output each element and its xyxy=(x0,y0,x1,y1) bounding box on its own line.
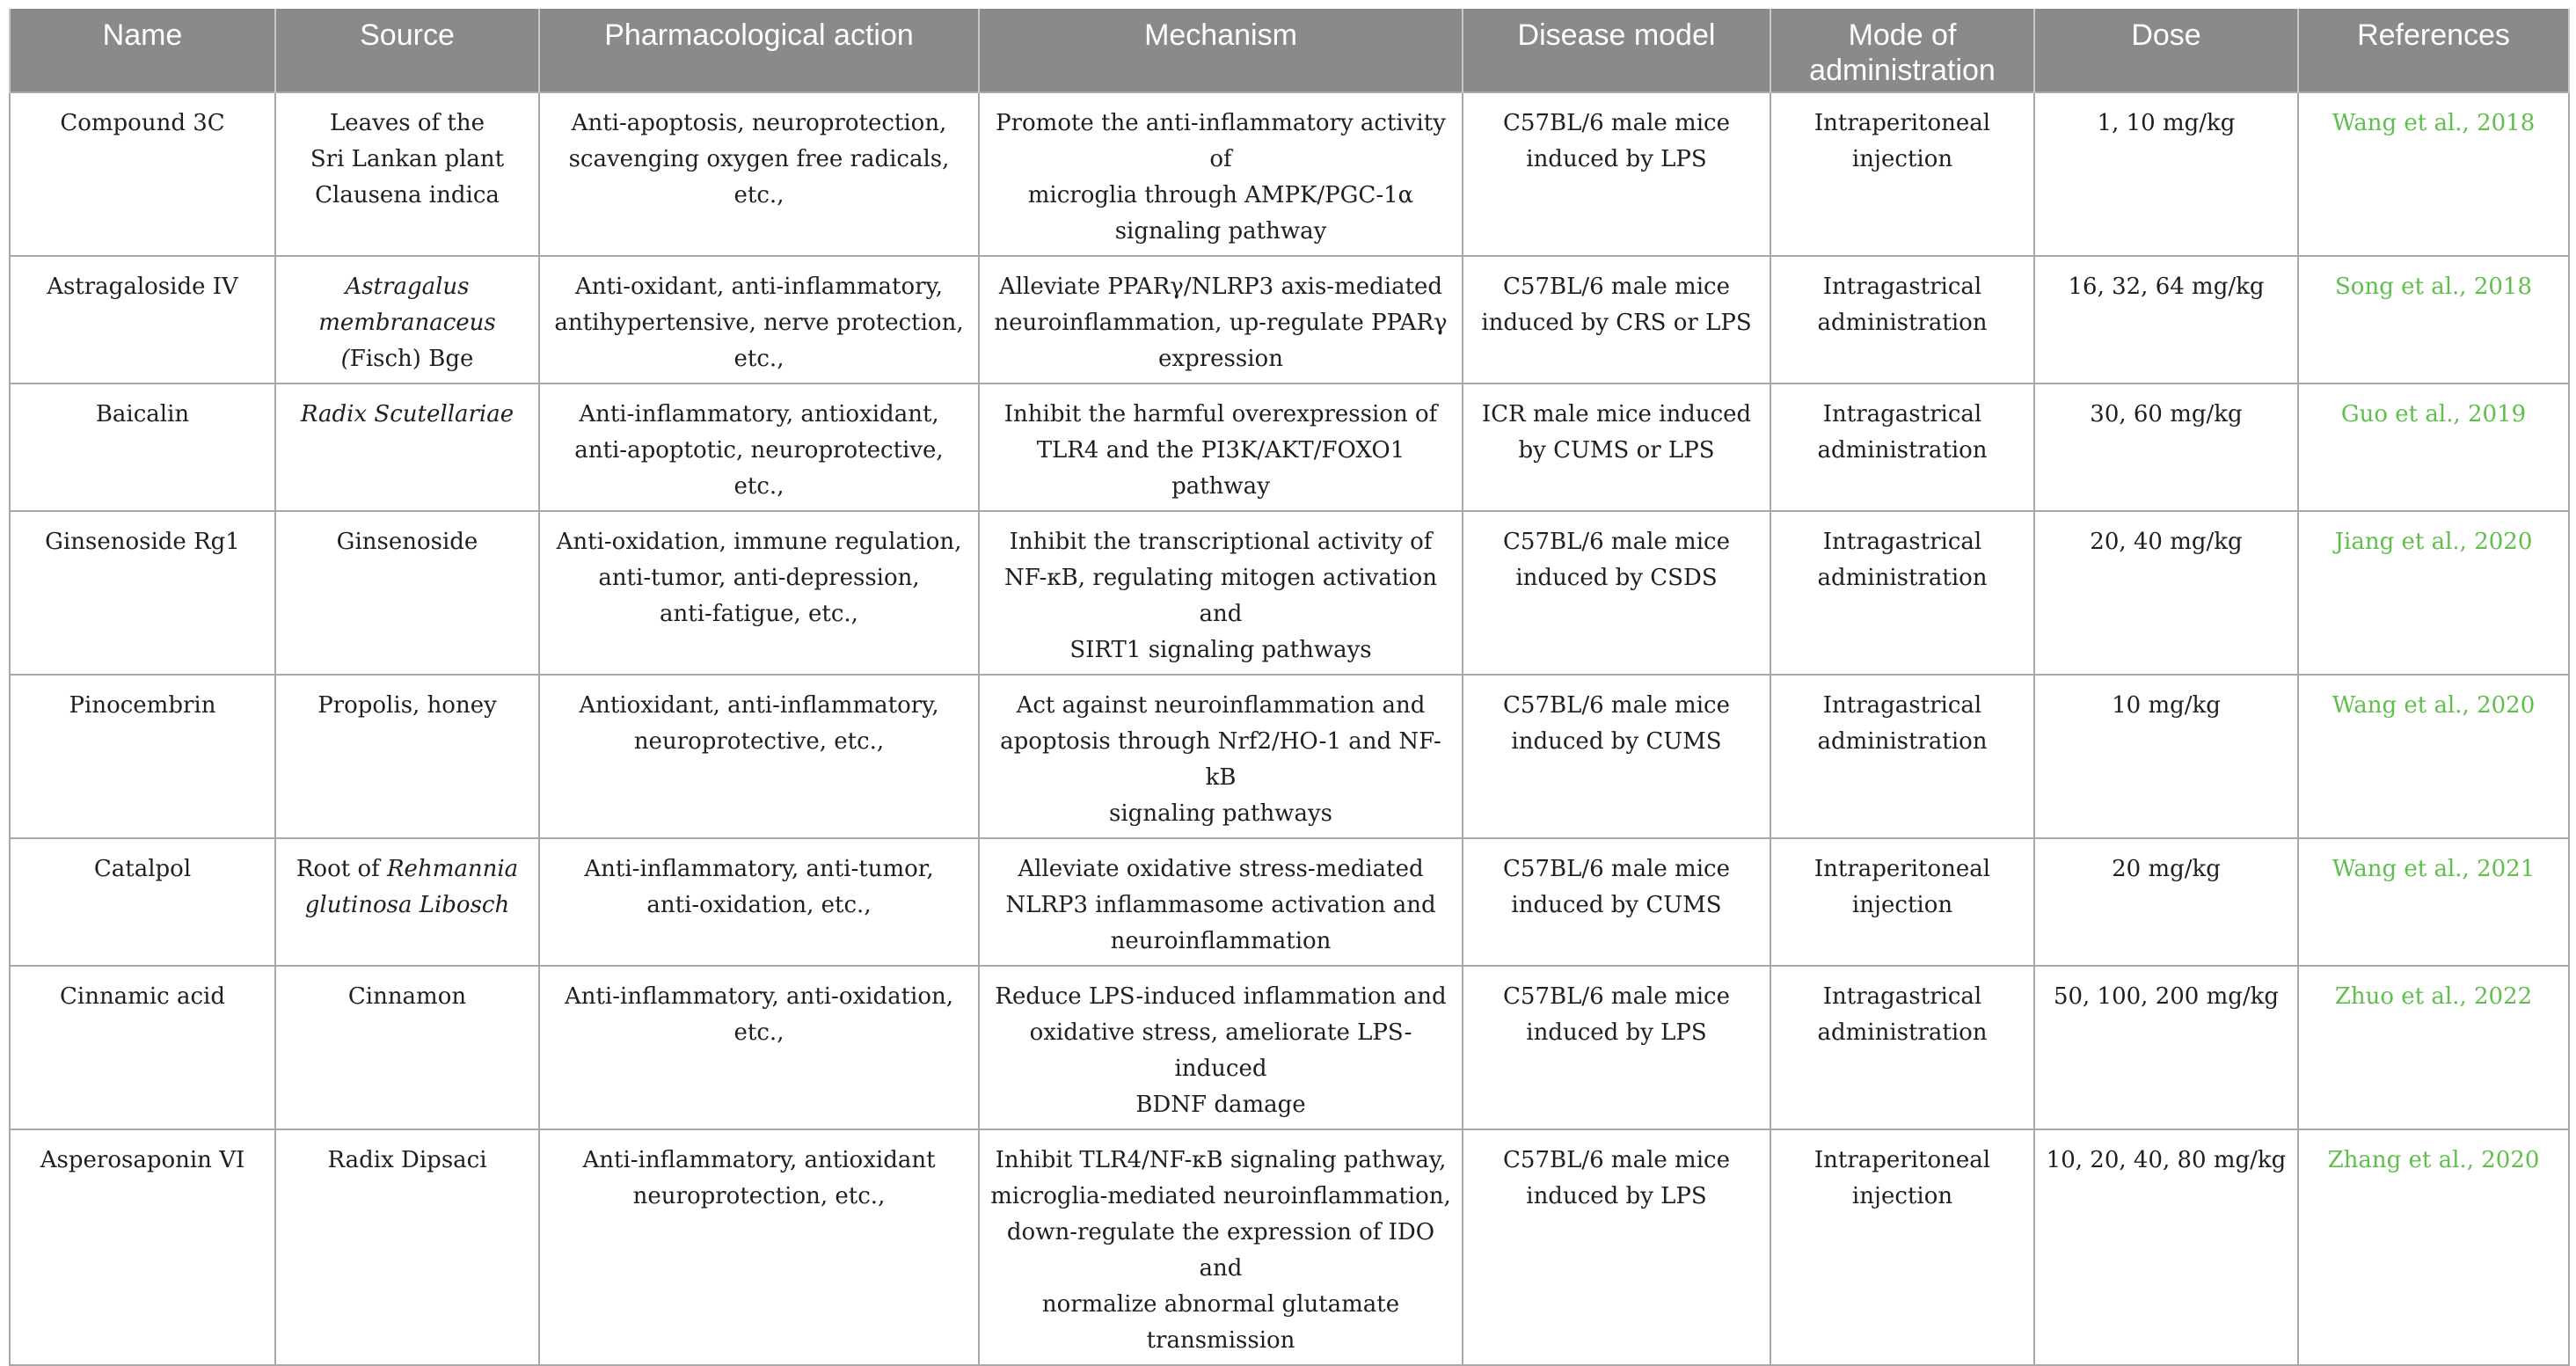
header-row xyxy=(10,9,2569,92)
cell-mode: Intragastrical administration xyxy=(1770,966,2034,1129)
cell-disease-model: C57BL/6 male mice induced by LPS xyxy=(1463,966,1770,1129)
cell-disease-model: C57BL/6 male mice induced by LPS xyxy=(1463,92,1770,256)
table-row xyxy=(10,838,2569,966)
table-row xyxy=(10,511,2569,675)
cell-mode: Intraperitoneal injection xyxy=(1770,838,2034,966)
cell-action: Anti-inflammatory, antioxidant, anti-apoptotic, neuroprotective, etc., xyxy=(539,384,979,511)
cell-name: Asperosaponin VI xyxy=(10,1129,275,1365)
header-disease-model: Disease model xyxy=(1463,9,1770,92)
cell-disease-model: C57BL/6 male mice induced by CUMS xyxy=(1463,675,1770,838)
reference-link[interactable]: Wang et al., 2020 xyxy=(2298,675,2569,838)
cell-source: Root of Rehmannia glutinosa Libosch xyxy=(275,838,539,966)
cell-disease-model: ICR male mice induced by CUMS or LPS xyxy=(1463,384,1770,511)
reference-link[interactable]: Zhang et al., 2020 xyxy=(2298,1129,2569,1365)
header-source: Source xyxy=(275,9,539,92)
cell-dose: 30, 60 mg/kg xyxy=(2034,384,2298,511)
cell-mechanism: Inhibit the harmful overexpression of TLR4 and the PI3K/AKT/FOXO1 pathway xyxy=(979,384,1463,511)
table-row xyxy=(10,1129,2569,1365)
cell-mode: Intragastrical administration xyxy=(1770,256,2034,384)
cell-name: Baicalin xyxy=(10,384,275,511)
cell-disease-model: C57BL/6 male mice induced by CRS or LPS xyxy=(1463,256,1770,384)
cell-name: Compound 3C xyxy=(10,92,275,256)
reference-link[interactable]: Song et al., 2018 xyxy=(2298,256,2569,384)
cell-dose: 20, 40 mg/kg xyxy=(2034,511,2298,675)
cell-name: Ginsenoside Rg1 xyxy=(10,511,275,675)
cell-mode: Intragastrical administration xyxy=(1770,384,2034,511)
reference-link[interactable]: Wang et al., 2021 xyxy=(2298,838,2569,966)
cell-mode: Intragastrical administration xyxy=(1770,675,2034,838)
cell-mechanism: Promote the anti-inflammatory activity of microglia through AMPK/PGC-1α signaling pathway xyxy=(979,92,1463,256)
table-row xyxy=(10,966,2569,1129)
cell-mechanism: Alleviate oxidative stress-mediated NLRP3 inflammasome activation and neuroinflammation xyxy=(979,838,1463,966)
cell-mechanism: Alleviate PPARγ/NLRP3 axis-mediated neuroinflammation, up-regulate PPARγ expression xyxy=(979,256,1463,384)
cell-dose: 10 mg/kg xyxy=(2034,675,2298,838)
cell-mode: Intraperitoneal injection xyxy=(1770,1129,2034,1365)
header-mechanism: Mechanism xyxy=(979,9,1463,92)
cell-name: Catalpol xyxy=(10,838,275,966)
header-name: Name xyxy=(10,9,275,92)
reference-link[interactable]: Wang et al., 2018 xyxy=(2298,92,2569,256)
cell-mechanism: Inhibit TLR4/NF-κB signaling pathway, microglia-mediated neuroinflammation, down-regulate the expression of IDO and normalize abnormal glutamate transmission xyxy=(979,1129,1463,1365)
cell-source: Cinnamon xyxy=(275,966,539,1129)
reference-link[interactable]: Jiang et al., 2020 xyxy=(2298,511,2569,675)
cell-name: Cinnamic acid xyxy=(10,966,275,1129)
cell-name: Pinocembrin xyxy=(10,675,275,838)
cell-dose: 16, 32, 64 mg/kg xyxy=(2034,256,2298,384)
cell-disease-model: C57BL/6 male mice induced by LPS xyxy=(1463,1129,1770,1365)
table-row xyxy=(10,256,2569,384)
cell-dose: 50, 100, 200 mg/kg xyxy=(2034,966,2298,1129)
cell-action: Anti-oxidant, anti-inflammatory, antihypertensive, nerve protection, etc., xyxy=(539,256,979,384)
cell-action: Anti-oxidation, immune regulation, anti-tumor, anti-depression, anti-fatigue, etc., xyxy=(539,511,979,675)
header-mode-of-administration: Mode of administration xyxy=(1770,9,2034,92)
cell-disease-model: C57BL/6 male mice induced by CSDS xyxy=(1463,511,1770,675)
cell-action: Antioxidant, anti-inflammatory, neuroprotective, etc., xyxy=(539,675,979,838)
cell-source: Leaves of the Sri Lankan plant Clausena indica xyxy=(275,92,539,256)
header-dose: Dose xyxy=(2034,9,2298,92)
cell-mechanism: Act against neuroinflammation and apoptosis through Nrf2/HO-1 and NF-kB signaling pathways xyxy=(979,675,1463,838)
header-pharmacological-action: Pharmacological action xyxy=(539,9,979,92)
cell-source: Radix Dipsaci xyxy=(275,1129,539,1365)
cell-dose: 1, 10 mg/kg xyxy=(2034,92,2298,256)
table-row xyxy=(10,675,2569,838)
cell-dose: 10, 20, 40, 80 mg/kg xyxy=(2034,1129,2298,1365)
cell-action: Anti-inflammatory, anti-tumor, anti-oxidation, etc., xyxy=(539,838,979,966)
reference-link[interactable]: Guo et al., 2019 xyxy=(2298,384,2569,511)
cell-action: Anti-inflammatory, anti-oxidation, etc., xyxy=(539,966,979,1129)
cell-mode: Intraperitoneal injection xyxy=(1770,92,2034,256)
cell-source: Radix Scutellariae xyxy=(275,384,539,511)
cell-mode: Intragastrical administration xyxy=(1770,511,2034,675)
header-references: References xyxy=(2298,9,2569,92)
cell-action: Anti-inflammatory, antioxidant neuroprotection, etc., xyxy=(539,1129,979,1365)
reference-link[interactable]: Zhuo et al., 2022 xyxy=(2298,966,2569,1129)
cell-action: Anti-apoptosis, neuroprotection, scavenging oxygen free radicals, etc., xyxy=(539,92,979,256)
cell-source: Propolis, honey xyxy=(275,675,539,838)
cell-name: Astragaloside IV xyxy=(10,256,275,384)
table-row xyxy=(10,92,2569,256)
compound-table-container xyxy=(9,9,2568,1366)
cell-source: Astragalus membranaceus (Fisch) Bge xyxy=(275,256,539,384)
compound-table xyxy=(9,9,2570,1366)
cell-mechanism: Reduce LPS-induced inflammation and oxidative stress, ameliorate LPS-induced BDNF damage xyxy=(979,966,1463,1129)
cell-mechanism: Inhibit the transcriptional activity of NF-κB, regulating mitogen activation and SIRT1 signaling pathways xyxy=(979,511,1463,675)
table-row xyxy=(10,384,2569,511)
cell-source: Ginsenoside xyxy=(275,511,539,675)
cell-dose: 20 mg/kg xyxy=(2034,838,2298,966)
cell-disease-model: C57BL/6 male mice induced by CUMS xyxy=(1463,838,1770,966)
